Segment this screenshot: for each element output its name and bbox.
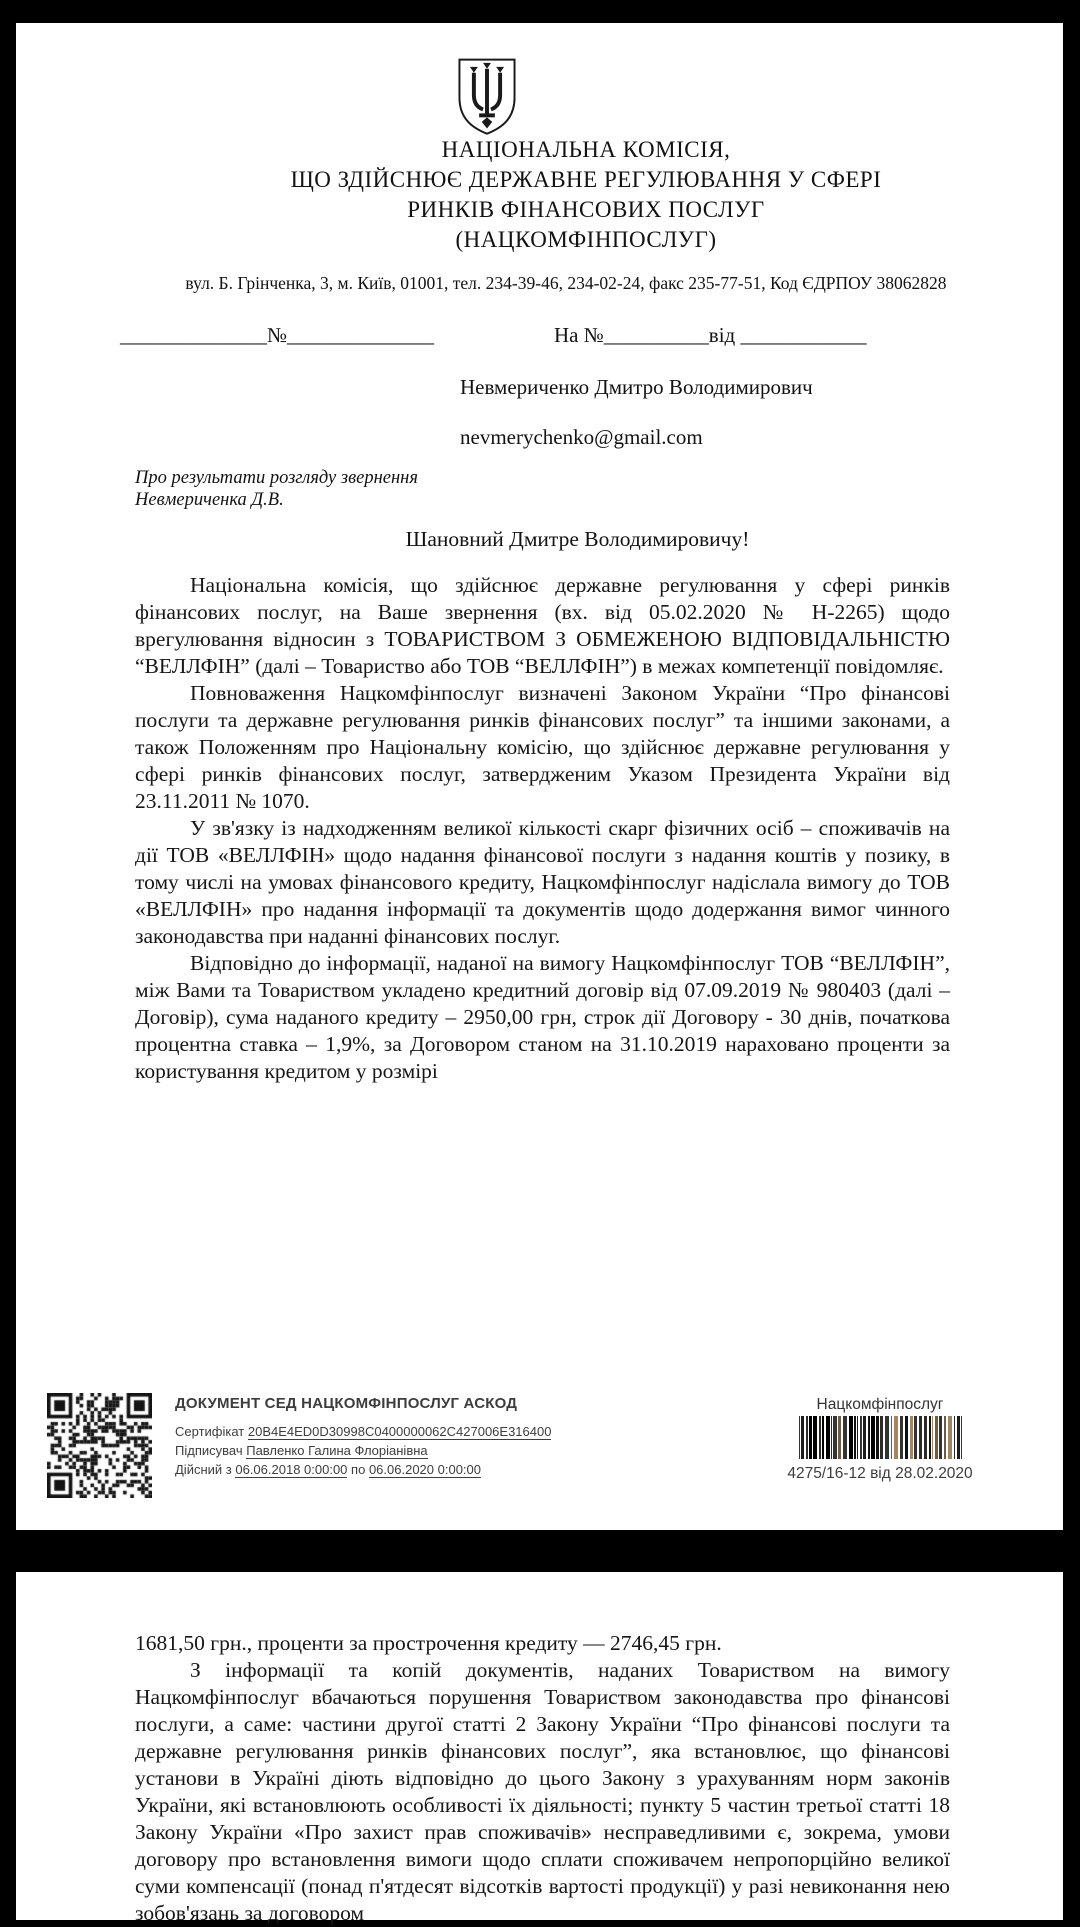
recipient-email: nevmerychenko@gmail.com [460, 425, 703, 449]
letterhead-line: НАЦІОНАЛЬНА КОМІСІЯ, [441, 137, 731, 162]
salutation: Шановний Дмитре Володимировичу! [405, 527, 750, 551]
letter-page-1 [16, 23, 1063, 1530]
paragraph: Національна комісія, що здійснює державне регулювання у сфері ринків фінансових послуг, на Ваше звернення (вх. від 05.02.2020 № Н-2265) щодо врегулювання відносин з ТОВАРИСТВОМ З ОБМЕЖЕНОЮ ВІДПОВІДАЛЬНІСТЮ “ВЕЛЛФІН” (далі – Товариство або ТОВ “ВЕЛЛФІН”) в межах компетенції повідомляє. [135, 573, 950, 678]
paragraph: Повноваження Нацкомфінпослуг визначені Законом України “Про фінансові послуги та державне регулювання ринків фінансових послуг” та іншими законами, а також Положенням про Національну комісію, що здійснює державне регулювання у сфері ринків фінансових послуг, затвердженим Указом Президента України від 23.11.2011 № 1070. [135, 681, 950, 813]
paragraph-continuation: 1681,50 грн., проценти за прострочення кредиту — 2746,45 грн. [135, 1631, 722, 1655]
org-address: вул. Б. Грінченка, 3, м. Київ, 01001, тел. 234-39-46, 234-02-24, факс 235-77-51, Код ЄДРПОУ 38062828 [185, 273, 947, 293]
stamp-validity-line [175, 1460, 615, 1479]
registration-stamp [785, 1396, 975, 1483]
signer-label: Підписувач [175, 1443, 243, 1458]
subject-line: Про результати розгляду звернення [135, 468, 418, 488]
letterhead-line: РИНКІВ ФІНАНСОВИХ ПОСЛУГ [407, 197, 765, 222]
valid-to: 06.06.2020 0:00:00 [368, 1462, 482, 1477]
subject-block [135, 467, 555, 511]
validity-label: Дійсний з [175, 1462, 232, 1477]
stamp-org-label: Нацкомфінпослуг [816, 1396, 944, 1413]
registration-number: 4275/16-12 від 28.02.2020 [787, 1465, 973, 1482]
letterhead-line: (НАЦКОМФІНПОСЛУГ) [455, 227, 717, 252]
paragraph: З інформації та копій документів, наданих Товариством на вимогу Нацкомфінпослуг вбачаються порушення Товариством законодавства про фінансові послуги, а саме: частини другої статті 2 Закону України “Про фінансові послуги та державне регулювання ринків фінансових послуг”, яка встановлює, що фінансові установи в Україні діють відповідно до цього Закону з урахуванням норм законів України, які встановлюють особливості їх діяльності; пункту 5 частин третьої статті 18 Закону України «Про захист прав споживачів» несправедливими є, зокрема, умови договору про встановлення вимоги щодо сплати споживачем непропорційно великої суми компенсації (понад п'ятдесят відсотків вартості продукції) у разі невиконання нею зобов'язань за договором [135, 1658, 950, 1925]
valid-from: 06.06.2018 0:00:00 [235, 1462, 348, 1477]
certificate-label: Сертифікат [175, 1424, 245, 1439]
letter-body-continued [135, 1630, 950, 1927]
paragraph: У зв'язку із надходженням великої кількості скарг фізичних осіб – споживачів на дії ТОВ «ВЕЛЛФІН» щодо надання фінансової послуги з надання коштів у позику, в тому числі на умовах фінансового кредиту, Нацкомфінпослуг надіслала вимогу до ТОВ «ВЕЛЛФІН» про надання інформації та документів щодо додержання вимог чинного законодавства при наданні фінансових послуг. [135, 816, 950, 948]
letter-body [135, 572, 950, 1085]
incoming-number-blank: На №__________від ____________ [554, 323, 867, 347]
signer-value: Павленко Галина Флоріанівна [246, 1443, 428, 1458]
letter-page-2 [16, 1572, 1063, 1925]
stamp-system-label: ДОКУМЕНТ СЕД НАЦКОМФІНПОСЛУГ АСКОД [175, 1395, 518, 1412]
letterhead-title [146, 135, 1026, 255]
validity-separator: по [351, 1462, 366, 1477]
stamp-signer-line [175, 1441, 615, 1460]
qr-code-icon [47, 1393, 152, 1498]
signature-stamp [175, 1395, 615, 1479]
outgoing-number-blank: ______________№______________ [120, 323, 435, 347]
stamp-certificate-line [175, 1422, 615, 1441]
ukraine-trident-icon [454, 57, 520, 137]
certificate-value: 20B4E4ED0D30998C0400000062C427006E316400 [247, 1424, 552, 1439]
letterhead-line: ЩО ЗДІЙСНЮЄ ДЕРЖАВНЕ РЕГУЛЮВАННЯ У СФЕРІ [290, 167, 882, 192]
recipient-name: Невмериченко Дмитро Володимирович [460, 375, 813, 399]
paragraph: Відповідно до інформації, наданої на вимогу Нацкомфінпослуг ТОВ “ВЕЛЛФІН”, між Вами та Товариством укладено кредитний договір від 07.09.2019 № 980403 (далі – Договір), сума наданого кредиту – 2950,00 грн, строк дії Договору - 30 днів, початкова процентна ставка – 1,9%, за Договором станом на 31.10.2019 нараховано проценти за користування кредитом у розмірі [135, 951, 950, 1083]
barcode-icon [799, 1416, 962, 1459]
subject-line: Невмериченка Д.В. [135, 490, 284, 510]
